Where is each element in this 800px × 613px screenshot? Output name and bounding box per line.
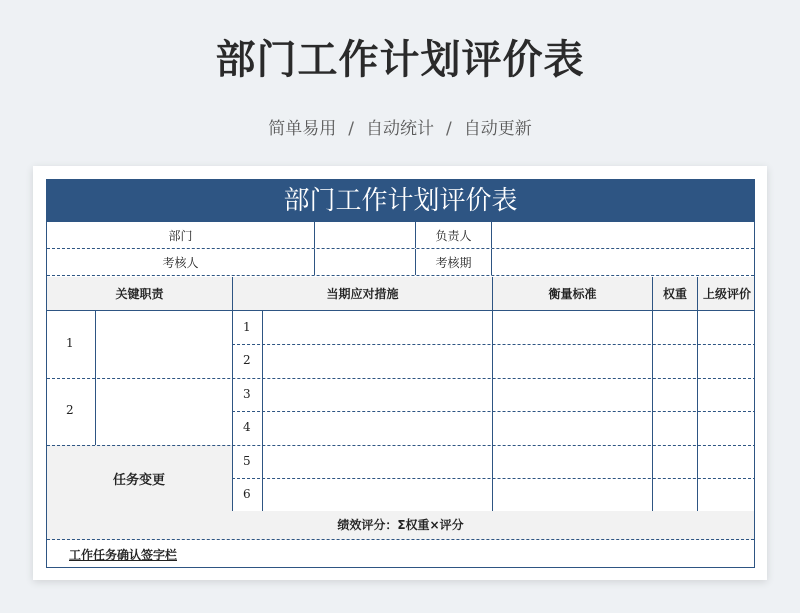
tag-auto-update: 自动更新 [463, 119, 532, 139]
formula-row: 绩效评分：Σ权重×评分 [47, 511, 754, 540]
grid-line [232, 478, 755, 479]
measure-number: 2 [243, 353, 251, 367]
dept-value[interactable] [314, 222, 415, 248]
dept-label: 部门 [168, 228, 193, 243]
col-superior-eval: 上级评价 [697, 277, 755, 310]
duty-number: 1 [66, 336, 74, 350]
info-row-dept [47, 222, 754, 249]
tag-auto-stats: 自动统计 [366, 119, 434, 139]
col-weight: 权重 [652, 277, 697, 310]
period-label: 考核期 [415, 249, 491, 275]
grid-line [697, 277, 698, 511]
document-preview-card [33, 166, 767, 580]
grid-line [652, 277, 653, 511]
measure-number: 3 [243, 387, 251, 401]
measure-number: 1 [243, 320, 251, 334]
col-key-duty: 关键职责 [115, 287, 164, 301]
page-title: 部门工作计划评价表 [215, 37, 585, 83]
measure-number: 6 [243, 487, 251, 501]
duty-number: 2 [66, 403, 74, 417]
info-row-reviewer [47, 249, 754, 276]
measure-number: 5 [243, 454, 251, 468]
measure-number: 4 [243, 420, 251, 434]
signature-label: 工作任务确认签字栏 [69, 548, 178, 562]
table-header-row [47, 277, 754, 311]
grid-line [47, 445, 755, 446]
owner-label: 负责人 [415, 222, 491, 248]
grid-line [492, 277, 493, 511]
col-standard: 衡量标准 [492, 277, 652, 310]
task-change-label: 任务变更 [113, 473, 166, 488]
sheet-title: 部门工作计划评价表 [47, 180, 754, 222]
tag-separator: / [446, 119, 452, 139]
period-value[interactable] [491, 249, 755, 275]
tag-easy: 简单易用 [268, 119, 337, 139]
grid-line [47, 378, 755, 379]
grid-line [232, 411, 755, 412]
evaluation-sheet [46, 179, 755, 568]
tag-separator: / [348, 119, 354, 139]
feature-tags [0, 114, 800, 139]
reviewer-value[interactable] [314, 249, 415, 275]
owner-value[interactable] [491, 222, 755, 248]
reviewer-label: 考核人 [162, 255, 199, 270]
col-measures: 当期应对措施 [232, 277, 492, 310]
grid-line [232, 344, 755, 345]
